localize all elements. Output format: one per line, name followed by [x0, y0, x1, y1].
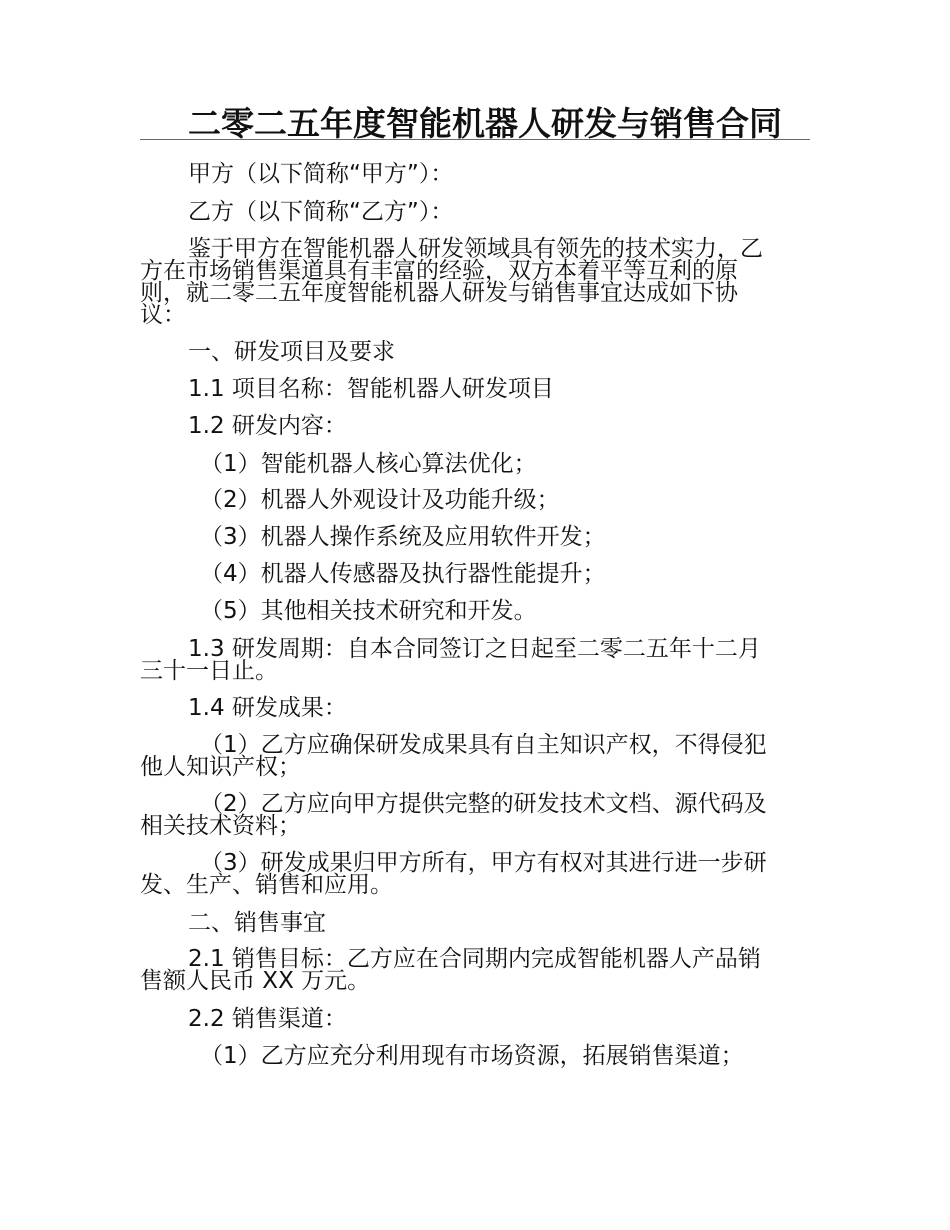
item-1-2: 1.2 研发内容：	[188, 413, 347, 439]
preamble-line-2: 方在市场销售渠道具有丰富的经验，双方本着平等互利的原	[140, 258, 738, 284]
result-1-line-1: （1）乙方应确保研发成果具有自主知识产权，不得侵犯	[200, 732, 767, 758]
result-3-line-2: 发、生产、销售和应用。	[140, 872, 393, 898]
party-a-line: 甲方（以下简称“甲方”）：	[188, 161, 454, 187]
item-2-1-line-1: 2.1 销售目标：乙方应在合同期内完成智能机器人产品销	[188, 946, 761, 972]
document-title: 二零二五年度智能机器人研发与销售合同	[188, 104, 782, 143]
item-2-2: 2.2 销售渠道：	[188, 1006, 347, 1032]
item-1-3-line-1: 1.3 研发周期：自本合同签订之日起至二零二五年十二月	[188, 636, 761, 662]
section-2-heading: 二、销售事宜	[188, 910, 326, 936]
result-2-line-1: （2）乙方应向甲方提供完整的研发技术文档、源代码及	[200, 791, 767, 817]
party-b-line: 乙方（以下简称“乙方”）：	[188, 199, 454, 225]
result-2-line-2: 相关技术资料；	[140, 813, 301, 839]
item-2-1-line-2: 售额人民币 XX 万元。	[140, 968, 371, 994]
channel-item-1: （1）乙方应充分利用现有市场资源，拓展销售渠道；	[200, 1043, 744, 1069]
content-item-2: （2）机器人外观设计及功能升级；	[200, 487, 560, 513]
item-1-4: 1.4 研发成果：	[188, 695, 347, 721]
preamble-line-3: 则，就二零二五年度智能机器人研发与销售事宜达成如下协	[140, 280, 738, 306]
preamble-line-1: 鉴于甲方在智能机器人研发领域具有领先的技术实力，乙	[188, 236, 763, 262]
content-item-5: （5）其他相关技术研究和开发。	[200, 598, 537, 624]
section-1-heading: 一、研发项目及要求	[188, 339, 395, 365]
preamble-line-4: 议：	[140, 302, 186, 328]
content-item-1: （1）智能机器人核心算法优化；	[200, 451, 537, 477]
item-1-1: 1.1 项目名称：智能机器人研发项目	[188, 376, 554, 402]
result-3-line-1: （3）研发成果归甲方所有，甲方有权对其进行进一步研	[200, 850, 767, 876]
title-underline	[140, 139, 810, 140]
item-1-3-line-2: 三十一日止。	[140, 658, 278, 684]
content-item-4: （4）机器人传感器及执行器性能提升；	[200, 561, 606, 587]
content-item-3: （3）机器人操作系统及应用软件开发；	[200, 524, 606, 550]
result-1-line-2: 他人知识产权；	[140, 754, 301, 780]
